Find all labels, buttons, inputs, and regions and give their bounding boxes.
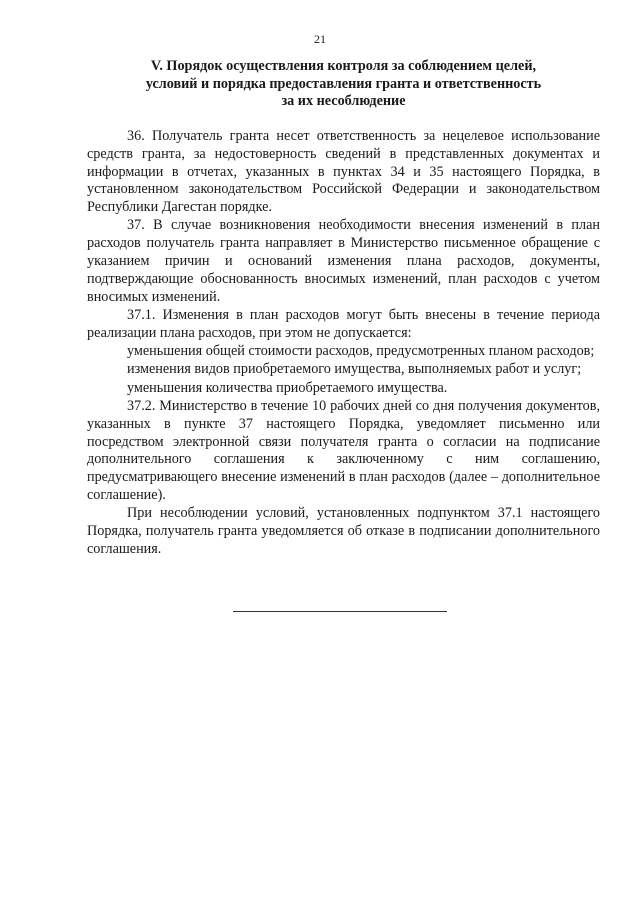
end-separator-line xyxy=(233,611,447,612)
paragraph-37-2: 37.2. Министерство в течение 10 рабочих дней со дня получения документов, указанных в пункте 37 настоящего Порядка, уведомляет письменно или посредством электронной связи получателя гранта о согласии на подписание дополнительного соглашения к заключенному с ним соглашению, предусматривающего внесение изменений в план расходов (далее – дополнительное соглашение). xyxy=(87,397,600,503)
paragraph-noncompliance: При несоблюдении условий, установленных подпунктом 37.1 настоящего Порядка, получатель гранта уведомляется об отказе в подписании дополнительного соглашения. xyxy=(87,505,600,557)
list-item-property-quantity: уменьшения количества приобретаемого имущества. xyxy=(127,379,448,396)
list-item-total-cost: уменьшения общей стоимости расходов, предусмотренных планом расходов; xyxy=(127,343,595,360)
section-heading xyxy=(87,58,600,111)
paragraph-37-1: 37.1. Изменения в план расходов могут быть внесены в течение периода реализации плана расходов, при этом не допускается: xyxy=(87,306,600,341)
paragraph-37: 37. В случае возникновения необходимости внесения изменений в план расходов получатель гранта направляет в Министерство письменное обращение с указанием причин и оснований изменения плана расходов, документы, подтверждающие обоснованность вносимых изменений, план расходов с учетом вносимых изменений. xyxy=(87,217,600,305)
heading-line-1: V. Порядок осуществления контроля за соблюдением целей, xyxy=(150,58,537,74)
heading-line-2: условий и порядка предоставления гранта и ответственность xyxy=(145,75,542,92)
heading-line-3: за их несоблюдение xyxy=(281,93,406,109)
paragraph-36: 36. Получатель гранта несет ответственность за нецелевое использование средств гранта, за недостоверность сведений в представленных документах и информации в отчетах, указанных в пунктах 34 и 35 настоящего Порядка, в установленном законодательством Российской Федерации и законодательством Республики Дагестан порядке. xyxy=(87,128,600,216)
page-number: 21 xyxy=(314,32,326,46)
list-item-property-types: изменения видов приобретаемого имущества, выполняемых работ и услуг; xyxy=(127,361,582,378)
body-text xyxy=(87,128,600,559)
